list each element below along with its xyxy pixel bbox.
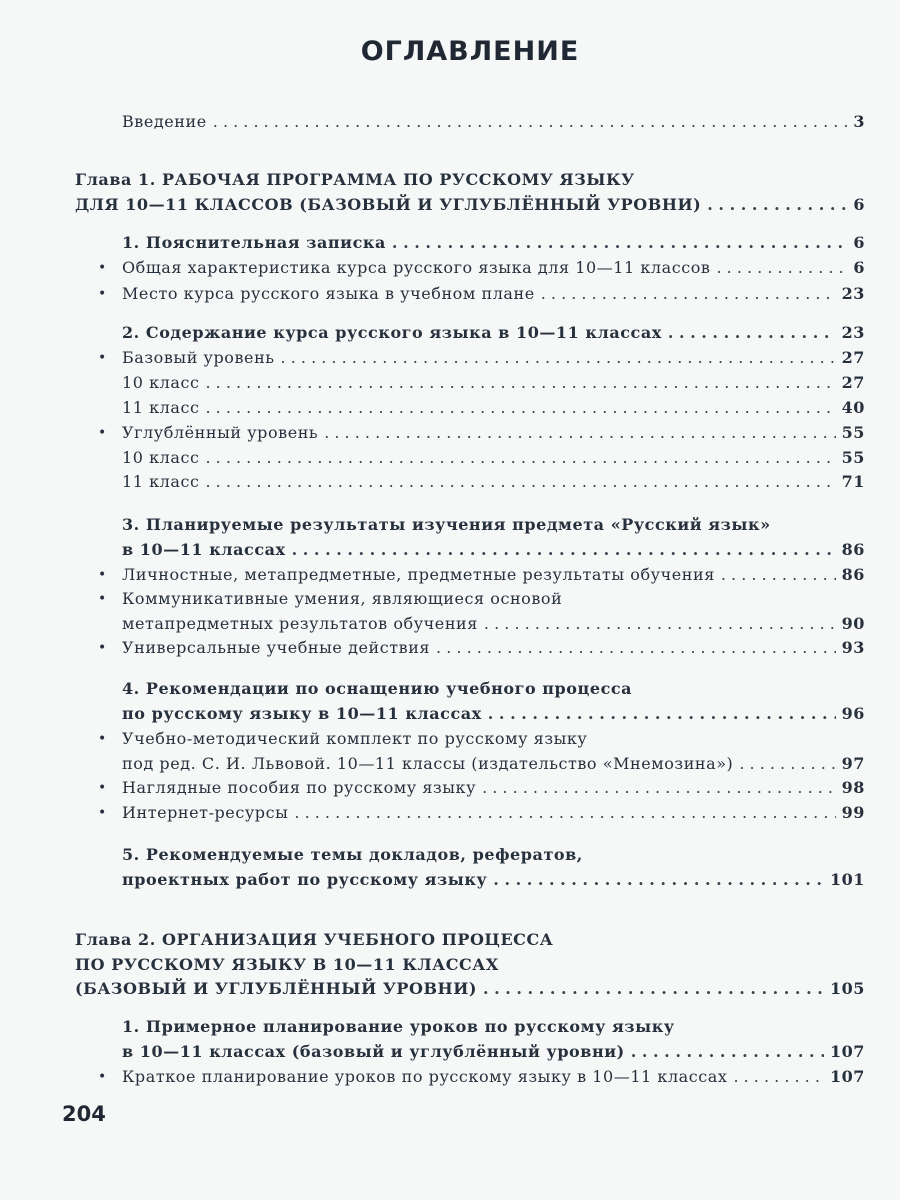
leader-dots [488, 702, 836, 726]
toc-entry-title: Базовый уровень [122, 348, 275, 367]
bullet-icon: • [98, 350, 107, 366]
toc-entry-line [122, 282, 865, 306]
leader-dots [668, 321, 836, 345]
toc-entry-line [122, 1015, 865, 1039]
toc-page-number: 107 [829, 1041, 865, 1061]
toc-entry-title: по русскому языку в 10—11 классах [122, 703, 482, 723]
toc-entry-title: Универсальные учебные действия [122, 638, 431, 657]
toc-entry-title: Личностные, метапредметные, предметные результаты обучения [122, 565, 715, 584]
leader-dots [631, 1040, 824, 1064]
toc-entry-title: 2. Содержание курса русского языка в 10—11 классах [122, 323, 662, 342]
toc-page-number: 101 [829, 869, 865, 889]
leader-dots [294, 801, 835, 825]
page-title: ОГЛАВЛЕНИЕ [360, 36, 580, 67]
toc-entry-title: ДЛЯ 10—11 КЛАССОВ (БАЗОВЫЙ И УГЛУБЛЁННЫЙ УРОВНИ) [75, 194, 702, 214]
toc-entry-title: под ред. С. И. Львовой. 10—11 классы (издательство «Мнемозина») [122, 753, 734, 773]
toc-page-number: 3 [853, 112, 865, 131]
toc-entry-line [122, 563, 865, 587]
toc-page-number: 23 [841, 284, 865, 303]
toc-entry-line [122, 321, 865, 345]
leader-dots [707, 193, 847, 217]
toc-entry-title: 4. Рекомендации по оснащению учебного процесса [122, 679, 633, 698]
toc-entry-line [122, 587, 865, 611]
toc-entry-line [75, 977, 865, 1001]
toc-entry-title: (БАЗОВЫЙ И УГЛУБЛЁННЫЙ УРОВНИ) [75, 979, 477, 998]
toc-entry-line [122, 727, 865, 751]
leader-dots [483, 977, 824, 1001]
toc-entry-line [122, 256, 865, 280]
bullet-icon: • [98, 260, 107, 276]
toc-entry-line [122, 346, 865, 370]
toc-entry-title: 1. Пояснительная записка [122, 233, 386, 252]
toc-page-number: 93 [841, 638, 865, 657]
bullet-icon: • [98, 640, 107, 656]
toc-entry-title: Глава 2. ОРГАНИЗАЦИЯ УЧЕБНОГО ПРОЦЕССА [75, 930, 554, 949]
leader-dots [493, 868, 824, 892]
leader-dots [205, 446, 835, 470]
toc-page-number: 6 [853, 194, 865, 214]
toc-entry-line [122, 776, 865, 800]
toc-entry-line [122, 868, 865, 892]
bullet-icon: • [98, 286, 107, 302]
toc-page-number: 23 [841, 323, 865, 342]
toc-page-number: 96 [841, 703, 865, 723]
toc-entry-line [75, 168, 865, 192]
leader-dots [436, 636, 836, 660]
toc-entry-title: Наглядные пособия по русскому языку [122, 778, 477, 797]
toc-page-number: 6 [853, 258, 865, 277]
toc-entry-title: 1. Примерное планирование уроков по русскому языку [122, 1017, 675, 1036]
toc-entry-line [122, 677, 865, 701]
toc-entry-line [122, 752, 865, 776]
toc-entry-title: в 10—11 классах [122, 539, 286, 559]
leader-dots [716, 256, 847, 280]
toc-page-number: 97 [841, 753, 865, 773]
toc-entry-line [122, 396, 865, 420]
toc-entry-line [122, 1065, 865, 1089]
page-number: 204 [62, 1102, 106, 1126]
leader-dots [733, 1065, 823, 1089]
toc-entry-line [122, 636, 865, 660]
leader-dots [324, 421, 835, 445]
toc-page-number: 86 [841, 565, 865, 584]
toc-entry-title: в 10—11 классах (базовый и углублённый уровни) [122, 1041, 625, 1061]
bullet-icon: • [98, 805, 107, 821]
leader-dots [482, 776, 836, 800]
toc-entry-line [122, 702, 865, 726]
toc-entry-title: 11 класс [122, 472, 200, 491]
toc-page-number: 107 [829, 1067, 865, 1086]
toc-entry-title: 5. Рекомендуемые темы докладов, рефератов, [122, 845, 583, 864]
toc-entry-title: Углублённый уровень [122, 423, 319, 442]
leader-dots [721, 563, 836, 587]
toc-entry-line [122, 371, 865, 395]
toc-page-number: 27 [841, 348, 865, 367]
toc-entry-title: Введение [122, 112, 207, 131]
toc-page-number: 90 [841, 613, 865, 633]
toc-entry-title: 11 класс [122, 398, 200, 417]
leader-dots [739, 752, 835, 776]
toc-page-number: 27 [841, 373, 865, 392]
toc-entry-title: Краткое планирование уроков по русскому языку в 10—11 классах [122, 1067, 728, 1086]
leader-dots [392, 231, 847, 255]
toc-entry-line [75, 193, 865, 217]
toc-entry-title: Коммуникативные умения, являющиеся основой [122, 589, 563, 608]
leader-dots [541, 282, 836, 306]
toc-entry-line [122, 612, 865, 636]
toc-entry-line [122, 538, 865, 562]
bullet-icon: • [98, 567, 107, 583]
toc-entry-line [122, 110, 865, 134]
toc-entry-title: 10 класс [122, 448, 200, 467]
toc-page-number: 6 [853, 233, 865, 252]
toc-entry-title: 10 класс [122, 373, 200, 392]
bullet-icon: • [98, 731, 107, 747]
toc-page-number: 99 [841, 803, 865, 822]
toc-entry-line [122, 470, 865, 494]
leader-dots [205, 396, 835, 420]
toc-page-number: 55 [841, 448, 865, 467]
toc-entry-title: проектных работ по русскому языку [122, 869, 488, 889]
leader-dots [205, 470, 835, 494]
leader-dots [281, 346, 836, 370]
bullet-icon: • [98, 591, 107, 607]
toc-entry-line [122, 843, 865, 867]
toc-page-number: 98 [841, 778, 865, 797]
toc-entry-title: метапредметных результатов обучения [122, 613, 478, 633]
toc-page-number: 71 [841, 472, 865, 491]
toc-entry-line [122, 446, 865, 470]
toc-entry-title: Учебно-методический комплект по русскому языку [122, 729, 588, 748]
bullet-icon: • [98, 780, 107, 796]
toc-entry-line [122, 801, 865, 825]
toc-entry-line [75, 953, 865, 977]
toc-entry-line [122, 421, 865, 445]
leader-dots [484, 612, 836, 636]
leader-dots [292, 538, 836, 562]
toc-entry-title: 3. Планируемые результаты изучения предмета «Русский язык» [122, 515, 771, 534]
toc-entry-line [122, 513, 865, 537]
toc-entry-title: Интернет-ресурсы [122, 803, 289, 822]
toc-entry-title: Глава 1. РАБОЧАЯ ПРОГРАММА ПО РУССКОМУ ЯЗЫКУ [75, 170, 635, 189]
toc-page-number: 40 [841, 398, 865, 417]
toc-entry-title: Место курса русского языка в учебном плане [122, 284, 535, 303]
toc-entry-title: Общая характеристика курса русского языка для 10—11 классов [122, 258, 711, 277]
leader-dots [213, 110, 848, 134]
toc-page-number: 55 [841, 423, 865, 442]
bullet-icon: • [98, 425, 107, 441]
toc-entry-line [122, 231, 865, 255]
toc-page-number: 86 [841, 539, 865, 559]
leader-dots [205, 371, 835, 395]
toc-entry-line [75, 928, 865, 952]
toc-page-number: 105 [829, 979, 865, 998]
toc-entry-line [122, 1040, 865, 1064]
toc-entry-title: ПО РУССКОМУ ЯЗЫКУ В 10—11 КЛАССАХ [75, 954, 499, 974]
bullet-icon: • [98, 1069, 107, 1085]
